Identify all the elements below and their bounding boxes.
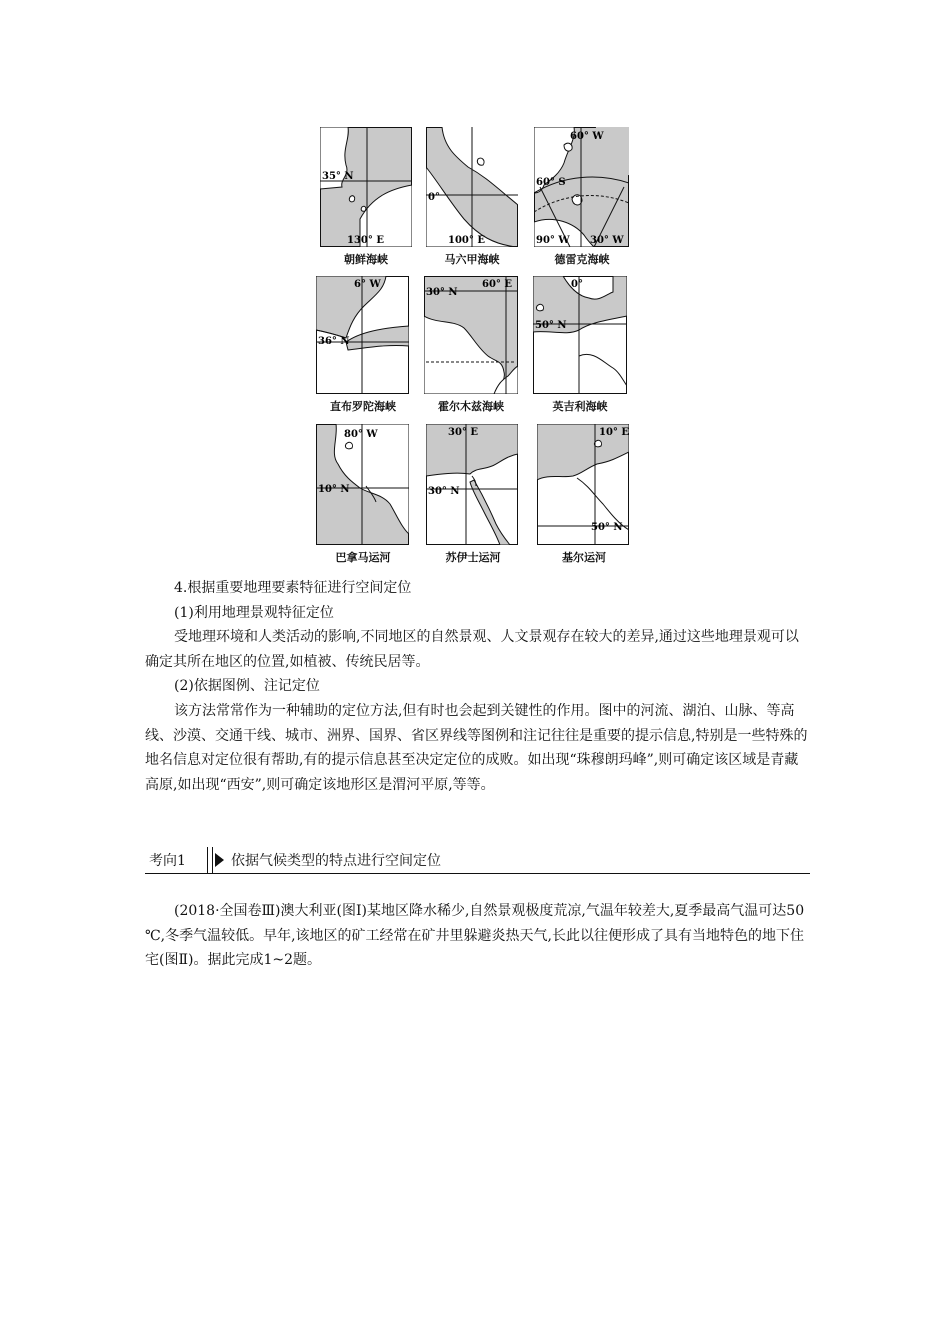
map-label: 10° E — [599, 427, 629, 438]
section-4-body — [145, 576, 810, 797]
triangle-arrow-icon — [215, 853, 224, 867]
map-malacca-strait — [426, 127, 518, 247]
section-title: 依据气候类型的特点进行空间定位 — [231, 853, 441, 869]
divider — [212, 847, 213, 873]
strait-canal-map-grid — [0, 0, 950, 570]
map-label: 30° W — [590, 235, 624, 246]
map-title: 苏伊士运河 — [445, 551, 501, 564]
map-suez-canal — [426, 424, 518, 545]
map-label: 100° E — [448, 235, 485, 246]
map-title: 直布罗陀海峡 — [330, 400, 396, 413]
subheading-landscape: (1)利用地理景观特征定位 — [174, 604, 334, 621]
map-title: 基尔运河 — [562, 551, 606, 564]
map-title: 朝鲜海峡 — [344, 253, 388, 266]
subheading-legend: (2)依据图例、注记定位 — [174, 678, 320, 695]
map-hormuz-strait — [424, 276, 518, 394]
map-label: 50° N — [535, 320, 567, 331]
map-label: 36° N — [318, 336, 350, 347]
map-label: 60° W — [570, 131, 604, 142]
map-drake-passage — [534, 127, 629, 247]
map-title: 巴拿马运河 — [335, 551, 391, 564]
map-label: 60° S — [536, 177, 566, 188]
map-label: 0° — [428, 192, 440, 203]
map-label: 80° W — [344, 429, 378, 440]
map-label: 10° N — [318, 484, 350, 495]
map-label: 130° E — [347, 235, 384, 246]
question-body — [145, 899, 810, 973]
section-bar — [145, 847, 810, 874]
section-tag: 考向1 — [149, 853, 186, 869]
map-panama-canal — [316, 424, 409, 545]
map-label: 30° E — [448, 427, 479, 438]
section-heading: 4.根据重要地理要素特征进行空间定位 — [174, 580, 412, 596]
map-label: 60° E — [482, 279, 513, 290]
map-label: 35° N — [322, 171, 354, 182]
map-gibraltar-strait — [316, 276, 409, 394]
map-label: 6° W — [354, 279, 381, 290]
map-label: 0° — [571, 279, 583, 290]
paragraph-legend: 该方法常常作为一种辅助的定位方法,但有时也会起到关键性的作用。图中的河流、湖泊、山脉、等高线、沙漠、交通干线、城市、洲界、国界、省区界线等图例和注记往往是重要的提示信息,特别是一些特殊的地名信息对定位很有帮助,有的提示信息甚至决定定位的成败。如出现“珠穆朗玛峰”,则可确定该区域是青藏高原,如出现“西安”,则可确定该地形区是渭河平原,等等。 — [145, 702, 808, 793]
map-english-channel — [533, 276, 627, 394]
map-title: 英吉利海峡 — [552, 400, 608, 413]
divider — [207, 847, 208, 873]
map-kiel-canal — [537, 424, 629, 545]
map-label: 90° W — [536, 235, 570, 246]
map-korea-strait — [320, 127, 412, 247]
map-title: 霍尔木兹海峡 — [438, 400, 504, 413]
map-title: 马六甲海峡 — [444, 253, 500, 266]
paragraph-landscape: 受地理环境和人类活动的影响,不同地区的自然景观、人文景观存在较大的差异,通过这些地理景观可以确定其所在地区的位置,如植被、传统民居等。 — [145, 629, 799, 670]
map-label: 30° N — [428, 486, 460, 497]
map-title: 德雷克海峡 — [554, 253, 610, 266]
map-label: 50° N — [591, 522, 623, 533]
map-label: 30° N — [426, 287, 458, 298]
question-paragraph: (2018·全国卷Ⅲ)澳大利亚(图Ⅰ)某地区降水稀少,自然景观极度荒凉,气温年较差大,夏季最高气温可达50 ℃,冬季气温较低。早年,该地区的矿工经常在矿井里躲避炎热天气,长此以往便形成了具有当地特色的地下住宅(图Ⅱ)。据此完成1~2题。 — [145, 903, 805, 969]
